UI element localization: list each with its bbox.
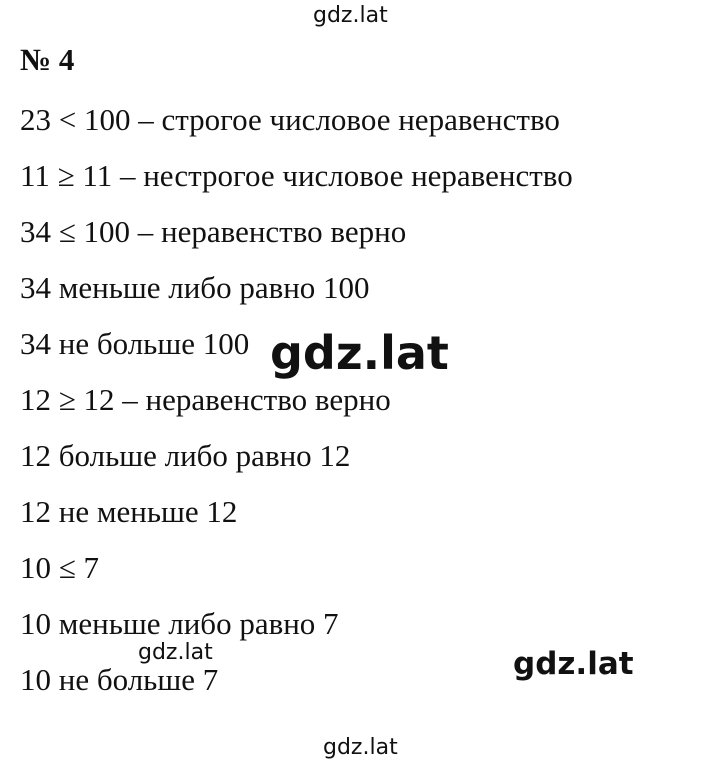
watermark-top: gdz.lat bbox=[313, 3, 388, 28]
task-line-8: 12 не меньше 12 bbox=[20, 494, 238, 529]
task-line-5: 34 не больше 100 bbox=[20, 326, 250, 361]
task-line-7: 12 больше либо равно 12 bbox=[20, 438, 351, 473]
task-line-10: 10 меньше либо равно 7 bbox=[20, 606, 339, 641]
task-line-4: 34 меньше либо равно 100 bbox=[20, 270, 370, 305]
watermark-low-left: gdz.lat bbox=[138, 640, 213, 665]
task-line-3: 34 ≤ 100 – неравенство верно bbox=[20, 214, 407, 249]
task-line-6: 12 ≥ 12 – неравенство верно bbox=[20, 382, 391, 417]
task-line-1: 23 < 100 – строгое числовое неравенство bbox=[20, 102, 560, 137]
task-line-2: 11 ≥ 11 – нестрогое числовое неравенство bbox=[20, 158, 573, 193]
watermark-bottom: gdz.lat bbox=[323, 735, 398, 760]
watermark-right: gdz.lat bbox=[513, 646, 634, 682]
watermark-center: gdz.lat bbox=[270, 326, 449, 380]
task-line-11: 10 не больше 7 bbox=[20, 662, 219, 697]
task-heading: № 4 bbox=[20, 42, 75, 77]
task-line-9: 10 ≤ 7 bbox=[20, 550, 100, 585]
